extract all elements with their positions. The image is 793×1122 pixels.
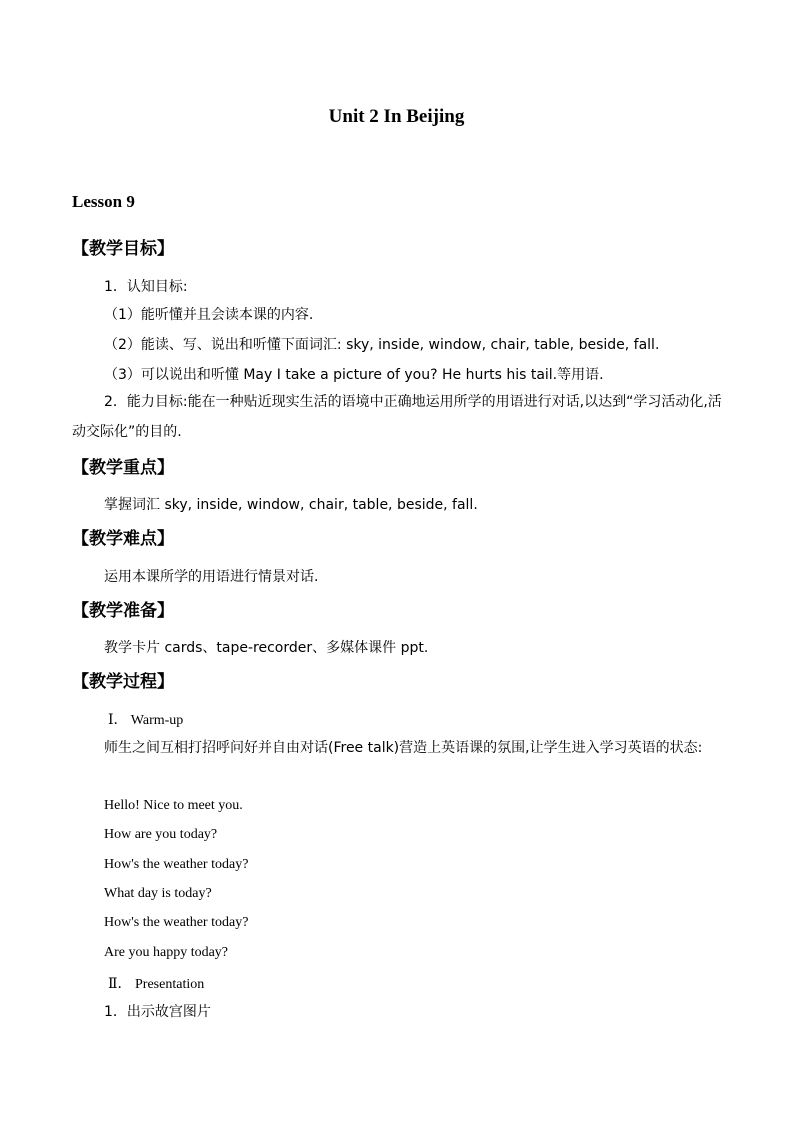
- dialog-line: How's the weather today?: [104, 915, 249, 930]
- goal-1-b: （2）能读、写、说出和听懂下面词汇: sky, inside, window, chair, table, beside, fall.: [104, 337, 660, 353]
- process-heading: 【教学过程】: [72, 672, 174, 692]
- goal-2: 2．能力目标:能在一种贴近现实生活的语境中正确地运用所学的用语进行对话,以达到“学习活动化,活动交际化”的目的.: [72, 394, 722, 440]
- goal-1-a: （1）能听懂并且会读本课的内容.: [104, 307, 314, 323]
- dialog-line: How are you today?: [104, 827, 218, 842]
- presentation-item-1: 1．出示故宫图片: [104, 1004, 211, 1020]
- preparation-text: 教学卡片 cards、tape-recorder、多媒体课件 ppt.: [104, 640, 429, 656]
- warm-up-text: 师生之间互相打招呼问好并自由对话(Free talk)营造上英语课的氛围,让学生进入学习英语的状态:: [104, 740, 703, 756]
- goal-1-c: （3）可以说出和听懂 May I take a picture of you? He hurts his tail.等用语.: [104, 367, 604, 383]
- dialog-line: How's the weather today?: [104, 857, 249, 872]
- difficulties-text: 运用本课所学的用语进行情景对话.: [104, 569, 319, 585]
- step-presentation: Ⅱ． Presentation: [108, 977, 205, 992]
- step-warm-up: Ⅰ． Warm-up: [108, 713, 184, 728]
- document-title: Unit 2 In Beijing: [328, 106, 465, 127]
- difficulties-heading: 【教学难点】: [72, 529, 174, 549]
- key-points-text: 掌握词汇 sky, inside, window, chair, table, beside, fall.: [104, 497, 478, 513]
- key-points-heading: 【教学重点】: [72, 458, 174, 478]
- preparation-heading: 【教学准备】: [72, 601, 174, 621]
- dialog-line: Are you happy today?: [104, 945, 229, 960]
- dialog-line: What day is today?: [104, 886, 212, 901]
- goal-1: 1．认知目标:: [104, 279, 188, 295]
- goals-heading: 【教学目标】: [72, 239, 174, 259]
- lesson-title: Lesson 9: [72, 192, 135, 211]
- dialog-line: Hello! Nice to meet you.: [104, 798, 243, 813]
